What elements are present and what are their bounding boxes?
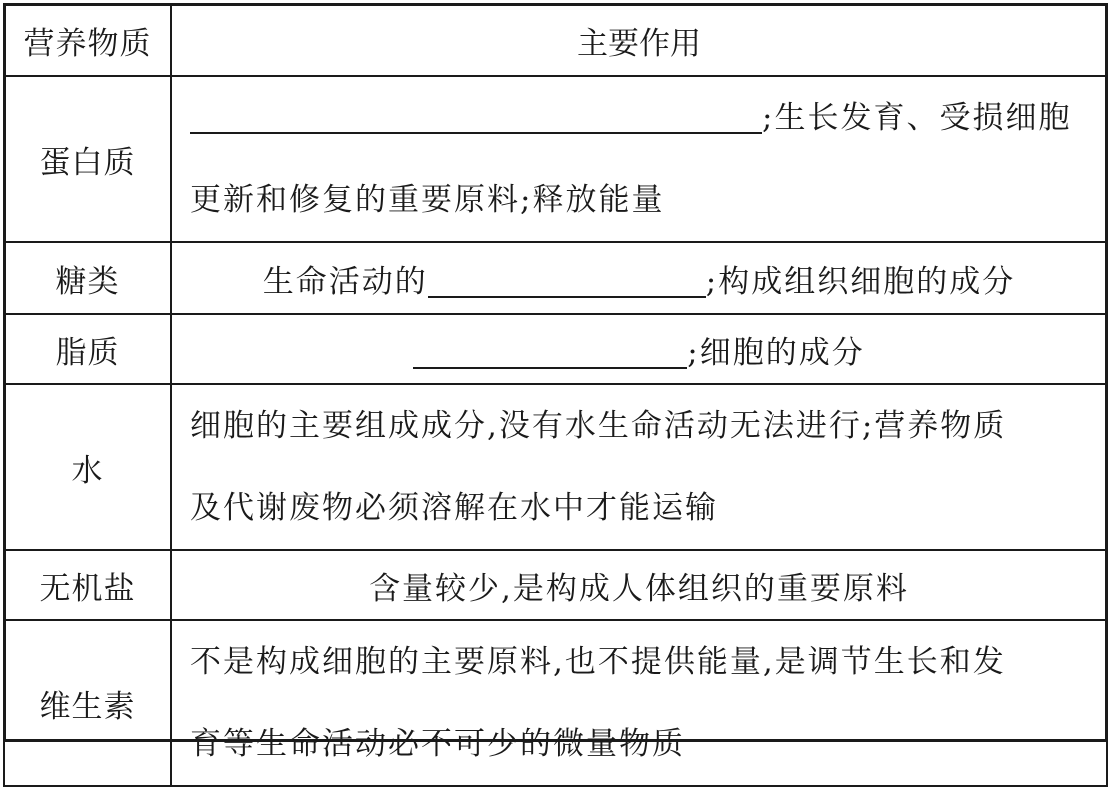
substance-mineral: 无机盐 xyxy=(4,550,171,620)
vitamin-text-line1: 不是构成细胞的主要原料,也不提供能量,是调节生长和发 xyxy=(190,644,1006,680)
water-text-line2: 及代谢废物必须溶解在水中才能运输 xyxy=(190,490,718,526)
substance-protein: 蛋白质 xyxy=(4,76,171,242)
protein-text-after: ;生长发育、受损细胞 xyxy=(762,100,1072,136)
substance-lipid: 脂质 xyxy=(4,314,171,384)
sugar-text-after: ;构成组织细胞的成分 xyxy=(705,263,1016,300)
vitamin-text-line2: 育等生命活动必不可少的微量物质 xyxy=(190,726,685,762)
lipid-text-after: ;细胞的成分 xyxy=(687,334,865,371)
sugar-text-before: 生命活动的 xyxy=(262,263,428,300)
substance-water: 水 xyxy=(4,384,171,550)
table-outer-border xyxy=(3,3,1108,742)
header-substance: 营养物质 xyxy=(4,4,171,76)
water-text-line1: 细胞的主要组成成分,没有水生命活动无法进行;营养物质 xyxy=(190,408,1007,444)
substance-sugar: 糖类 xyxy=(4,242,171,314)
substance-vitamin: 维生素 xyxy=(4,620,171,786)
header-function: 主要作用 xyxy=(171,4,1107,76)
protein-text-line2: 更新和修复的重要原料;释放能量 xyxy=(190,182,665,218)
function-mineral: 含量较少,是构成人体组织的重要原料 xyxy=(171,550,1107,620)
